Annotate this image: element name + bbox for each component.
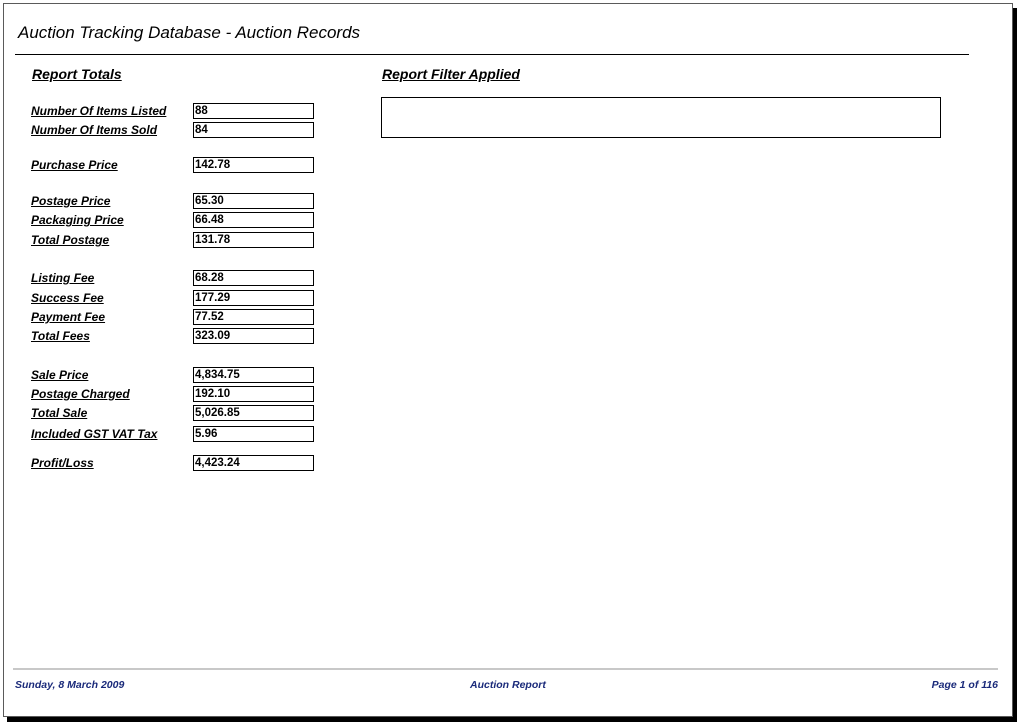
postage-price-label: Postage Price	[31, 194, 111, 208]
total-sale-value: 5,026.85	[193, 405, 314, 421]
payment-fee-value: 77.52	[193, 309, 314, 325]
success-fee-label: Success Fee	[31, 291, 104, 305]
profit-loss-label: Profit/Loss	[31, 456, 94, 470]
purchase-price-value: 142.78	[193, 157, 314, 173]
footer-date: Sunday, 8 March 2009	[15, 679, 125, 691]
report-filter-box	[381, 97, 941, 138]
total-fees-value: 323.09	[193, 328, 314, 344]
gst-vat-tax-label: Included GST VAT Tax	[31, 427, 158, 441]
sale-price-label: Sale Price	[31, 368, 89, 382]
report-filter-heading: Report Filter Applied	[382, 66, 520, 82]
report-totals-heading: Report Totals	[32, 66, 122, 82]
total-sale-label: Total Sale	[31, 406, 88, 420]
postage-charged-label: Postage Charged	[31, 387, 130, 401]
payment-fee-label: Payment Fee	[31, 310, 106, 324]
items-listed-label: Number Of Items Listed	[31, 104, 167, 118]
listing-fee-label: Listing Fee	[31, 271, 95, 285]
listing-fee-value: 68.28	[193, 270, 314, 286]
title-divider	[15, 54, 969, 55]
sale-price-value: 4,834.75	[193, 367, 314, 383]
footer-divider	[13, 668, 998, 670]
profit-loss-value: 4,423.24	[193, 455, 314, 471]
footer-page-info: Page 1 of 116	[931, 679, 998, 691]
packaging-price-value: 66.48	[193, 212, 314, 228]
report-title: Auction Tracking Database - Auction Records	[18, 23, 361, 42]
total-fees-label: Total Fees	[31, 329, 90, 343]
packaging-price-label: Packaging Price	[31, 213, 124, 227]
items-sold-label: Number Of Items Sold	[31, 123, 158, 137]
report-page	[3, 3, 1013, 717]
items-listed-value: 88	[193, 103, 314, 119]
postage-charged-value: 192.10	[193, 386, 314, 402]
purchase-price-label: Purchase Price	[31, 158, 118, 172]
gst-vat-tax-value: 5.96	[193, 426, 314, 442]
footer-report-name: Auction Report	[470, 679, 546, 691]
items-sold-value: 84	[193, 122, 314, 138]
total-postage-value: 131.78	[193, 232, 314, 248]
total-postage-label: Total Postage	[31, 233, 110, 247]
success-fee-value: 177.29	[193, 290, 314, 306]
postage-price-value: 65.30	[193, 193, 314, 209]
